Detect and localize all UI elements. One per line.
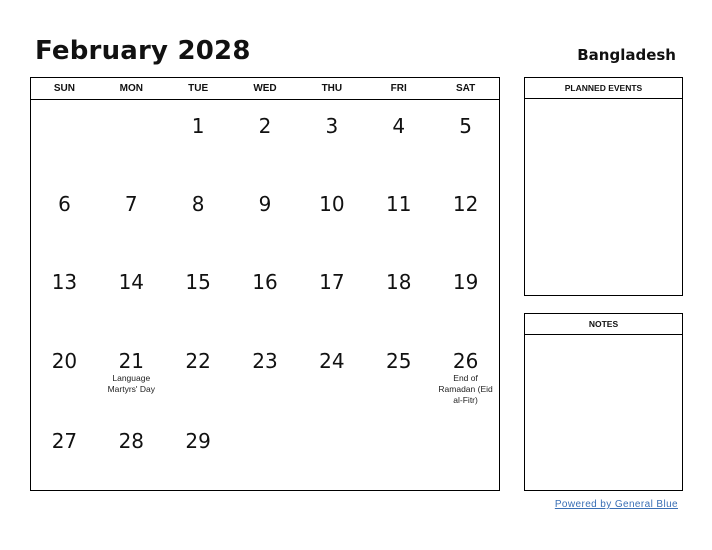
week-row (31, 256, 499, 334)
day-number: 2 (258, 114, 272, 138)
day-number: 1 (191, 114, 205, 138)
day-number: 6 (58, 192, 71, 216)
day-cell (31, 335, 98, 413)
notes-box (524, 313, 683, 491)
day-number: 28 (118, 429, 145, 453)
day-cell (165, 178, 232, 256)
day-cell (298, 256, 365, 334)
day-cell (232, 178, 299, 256)
country-label: Bangladesh (577, 46, 676, 64)
day-cell (165, 415, 232, 493)
day-number: 26 (452, 349, 479, 373)
planned-events-box (524, 77, 683, 296)
day-cell (31, 415, 98, 493)
day-cell (165, 100, 232, 178)
notes-heading: NOTES (525, 314, 682, 335)
day-cell (165, 256, 232, 334)
day-of-week-fri: FRI (390, 83, 407, 94)
week-row (31, 335, 499, 413)
day-cell (365, 178, 432, 256)
week-row (31, 100, 499, 178)
day-cell (232, 100, 299, 178)
day-number: 22 (185, 349, 211, 373)
powered-by-link[interactable]: Powered by General Blue (554, 499, 678, 510)
calendar-grid (31, 100, 499, 490)
day-number: 29 (185, 429, 211, 453)
day-number: 10 (319, 192, 345, 216)
day-of-week-sat: SAT (455, 83, 476, 94)
day-cell (298, 100, 365, 178)
day-number: 25 (386, 349, 412, 373)
day-number: 19 (452, 270, 479, 294)
day-cell (432, 256, 499, 334)
week-row (31, 415, 499, 493)
day-number: 27 (51, 429, 78, 453)
empty-day-cell (31, 100, 98, 178)
day-number: 7 (124, 192, 138, 216)
day-number: 13 (51, 270, 78, 294)
day-cell (432, 178, 499, 256)
day-number: 23 (252, 349, 278, 373)
day-of-week-header (31, 78, 499, 100)
holiday-label: Language Martyrs' Day (107, 373, 155, 394)
day-number: 14 (118, 270, 145, 294)
day-of-week-sun: SUN (53, 83, 75, 94)
day-number: 15 (185, 270, 211, 294)
day-number: 21 (118, 349, 145, 373)
day-cell (31, 178, 98, 256)
day-number: 3 (325, 114, 339, 138)
day-of-week-wed: WED (253, 83, 277, 94)
day-number: 12 (452, 192, 479, 216)
day-number: 20 (51, 349, 78, 373)
day-cell (432, 100, 499, 178)
empty-day-cell (98, 100, 165, 178)
holiday-label: End of Ramadan (Eid al-Fitr) (438, 373, 493, 405)
day-cell (165, 335, 232, 413)
day-of-week-tue: TUE (188, 83, 209, 94)
day-cell (365, 335, 432, 413)
day-cell (232, 256, 299, 334)
empty-day-cell (432, 415, 499, 493)
day-number: 8 (191, 192, 205, 216)
day-of-week-thu: THU (321, 83, 343, 94)
day-cell (432, 335, 499, 413)
planned-events-heading: PLANNED EVENTS (525, 78, 682, 99)
day-of-week-mon: MON (119, 83, 143, 94)
day-number: 5 (459, 114, 472, 138)
day-number: 18 (386, 270, 412, 294)
day-cell (365, 100, 432, 178)
empty-day-cell (232, 415, 299, 493)
day-number: 11 (386, 192, 412, 216)
day-number: 16 (252, 270, 278, 294)
day-cell (98, 415, 165, 493)
week-row (31, 178, 499, 256)
empty-day-cell (365, 415, 432, 493)
day-number: 9 (258, 192, 272, 216)
day-cell (298, 178, 365, 256)
day-cell (98, 178, 165, 256)
day-cell (31, 256, 98, 334)
calendar-title: February 2028 (35, 36, 251, 66)
day-cell (98, 256, 165, 334)
day-number: 24 (319, 349, 345, 373)
empty-day-cell (298, 415, 365, 493)
day-number: 4 (392, 114, 406, 138)
day-cell (298, 335, 365, 413)
month-calendar (30, 77, 500, 491)
day-number: 17 (319, 270, 345, 294)
day-cell (98, 335, 165, 413)
day-cell (232, 335, 299, 413)
day-cell (365, 256, 432, 334)
